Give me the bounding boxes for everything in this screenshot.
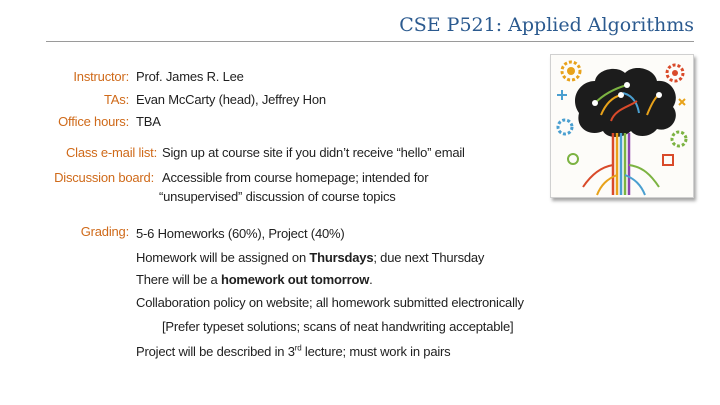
- title-divider: [46, 41, 694, 42]
- office-hours-value: TBA: [136, 114, 161, 129]
- tas-value: Evan McCarty (head), Jeffrey Hon: [136, 92, 326, 107]
- homework-assigned-suffix: ; due next Thursday: [373, 250, 485, 265]
- discussion-board-value-line1: Accessible from course homepage; intended for: [162, 170, 429, 185]
- project-suffix: lecture; must work in pairs: [301, 344, 451, 359]
- discussion-board-label: Discussion board:: [54, 170, 154, 185]
- class-email-label: Class e-mail list:: [65, 145, 157, 160]
- homework-out-bold: homework out tomorrow: [220, 272, 370, 287]
- homework-assigned-prefix: Homework will be assigned on: [136, 250, 310, 265]
- discussion-board-value-line2: “unsupervised” discussion of course topics: [159, 189, 396, 204]
- homework-assigned-line: [136, 250, 484, 265]
- page-title: CSE P521: Applied Algorithms: [399, 14, 694, 36]
- class-email-value: Sign up at course site if you didn’t receive “hello” email: [162, 145, 465, 160]
- homework-out-prefix: There will be a: [136, 272, 221, 287]
- instructor-label: Instructor:: [73, 69, 129, 84]
- project-ordinal-suffix: rd: [294, 343, 302, 353]
- collaboration-policy: Collaboration policy on website; all homework submitted electronically: [136, 295, 524, 310]
- homework-out-line: [136, 272, 373, 287]
- tas-label: TAs:: [104, 92, 129, 107]
- project-prefix: Project will be described in 3: [136, 344, 295, 359]
- instructor-value: Prof. James R. Lee: [136, 69, 244, 84]
- typeset-note: [Prefer typeset solutions; scans of neat handwriting acceptable]: [162, 319, 514, 334]
- brain-tree-illustration: [550, 54, 694, 198]
- grading-label: Grading:: [80, 224, 129, 239]
- homework-out-suffix: .: [369, 272, 373, 287]
- homework-assigned-day: Thursdays: [309, 250, 374, 265]
- project-line: [136, 344, 450, 359]
- grading-summary: 5-6 Homeworks (60%), Project (40%): [136, 226, 345, 241]
- office-hours-label: Office hours:: [58, 114, 129, 129]
- brain-tree-circuit-icon: [551, 55, 693, 197]
